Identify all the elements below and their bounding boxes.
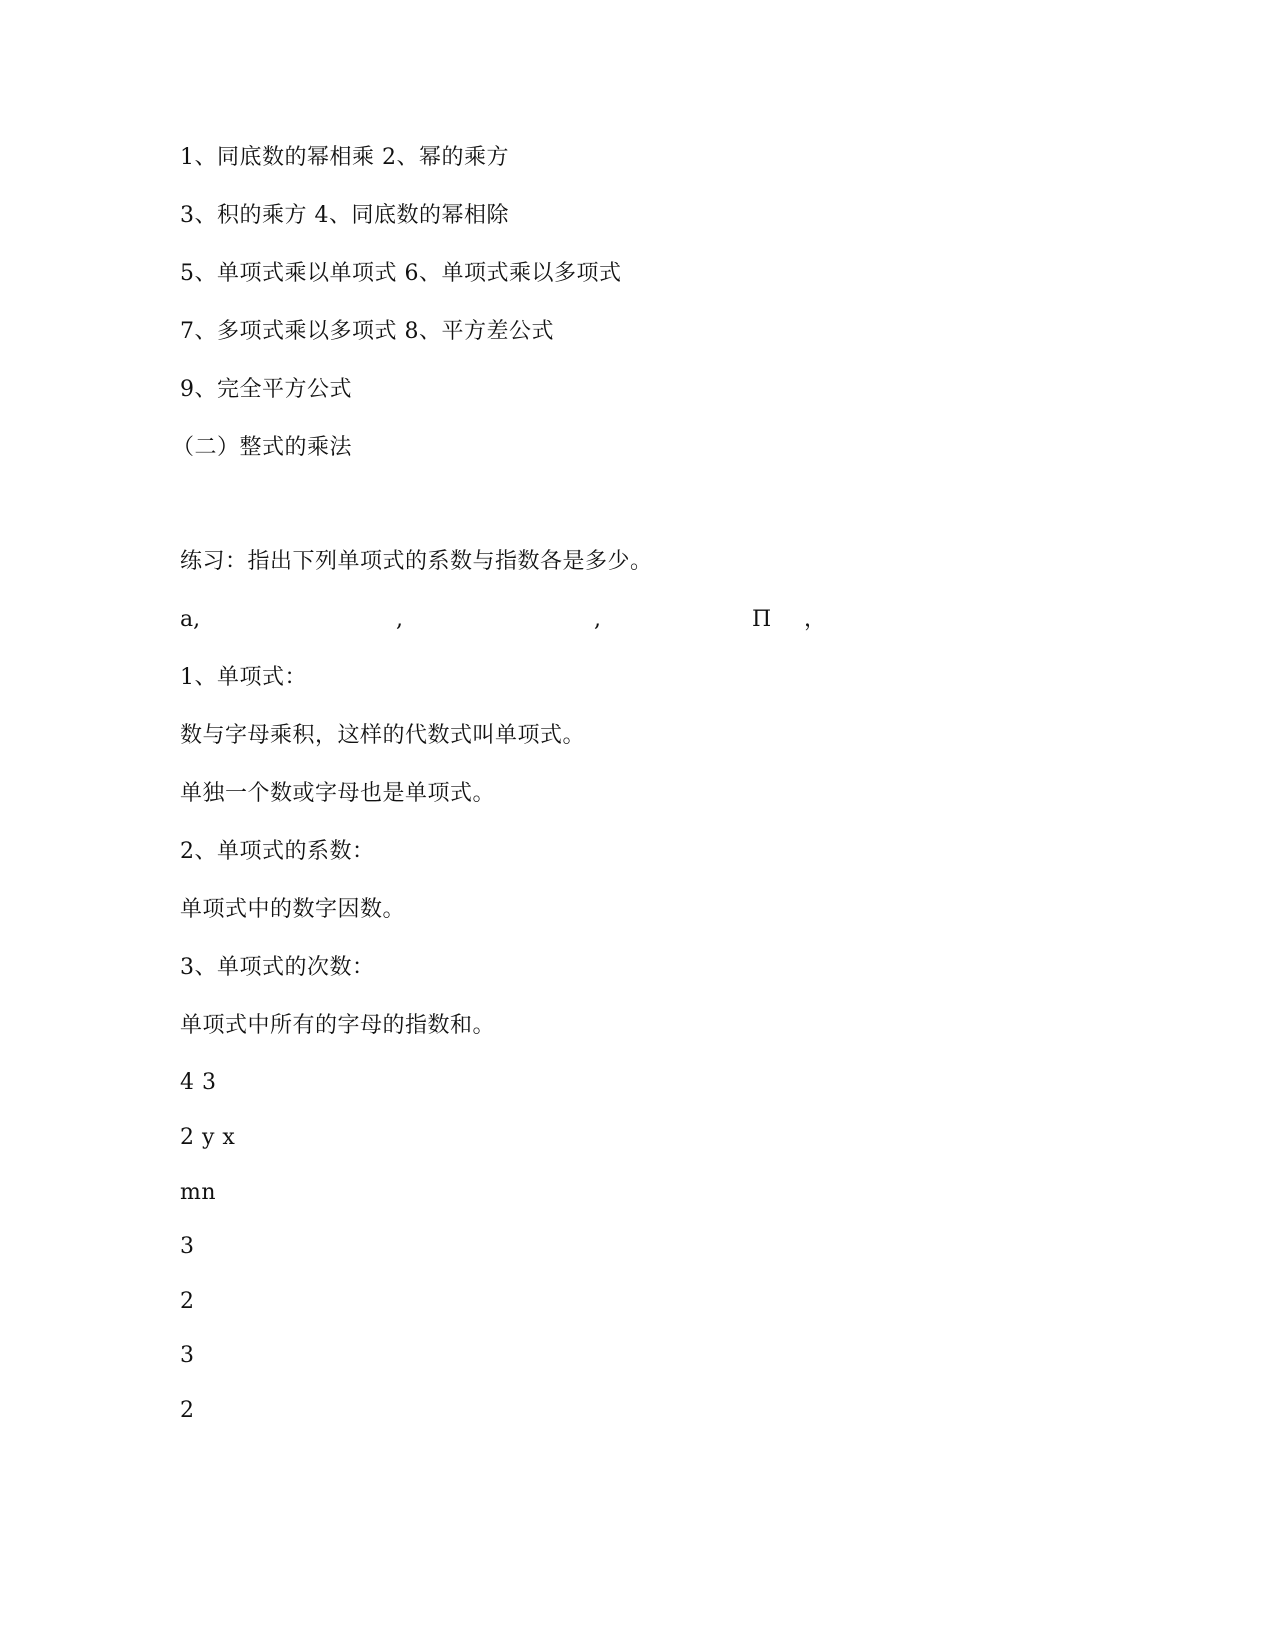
fragment-line: mn <box>180 1180 217 1205</box>
example-separator-2: , <box>594 607 601 632</box>
example-pi: Π <box>752 607 772 632</box>
fragment-line: 2 y x <box>180 1125 236 1150</box>
exercise-prompt: 练习：指出下列单项式的系数与指数各是多少。 <box>180 549 653 574</box>
fragment-line: 2 <box>180 1289 195 1314</box>
fragment-line: 3 <box>180 1234 195 1259</box>
topic-line-2: 3、积的乘方 4、同底数的幂相除 <box>180 203 509 228</box>
topic-line-5: 9、完全平方公式 <box>180 377 352 402</box>
definition-text-2: 单独一个数或字母也是单项式。 <box>180 781 496 806</box>
definition-heading-degree: 3、单项式的次数： <box>180 955 375 980</box>
topic-line-4: 7、多项式乘以多项式 8、平方差公式 <box>180 319 554 344</box>
example-separator-1: , <box>396 607 403 632</box>
topic-line-1: 1、同底数的幂相乘 2、幂的乘方 <box>180 145 509 170</box>
topic-line-3: 5、单项式乘以单项式 6、单项式乘以多项式 <box>180 261 622 286</box>
fragment-line: 3 <box>180 1343 195 1368</box>
definition-text-1: 数与字母乘积，这样的代数式叫单项式。 <box>180 723 586 748</box>
section-heading: （二）整式的乘法 <box>172 435 353 460</box>
example-a: a, <box>180 607 201 632</box>
example-separator-3: ， <box>804 607 827 632</box>
definition-text-3: 单项式中的数字因数。 <box>180 897 406 922</box>
fragment-line: 2 <box>180 1398 195 1423</box>
definition-heading-coefficient: 2、单项式的系数： <box>180 839 375 864</box>
definition-text-4: 单项式中所有的字母的指数和。 <box>180 1013 496 1038</box>
fragment-line: 4 3 <box>180 1070 217 1095</box>
definition-heading-monomial: 1、单项式： <box>180 665 307 690</box>
